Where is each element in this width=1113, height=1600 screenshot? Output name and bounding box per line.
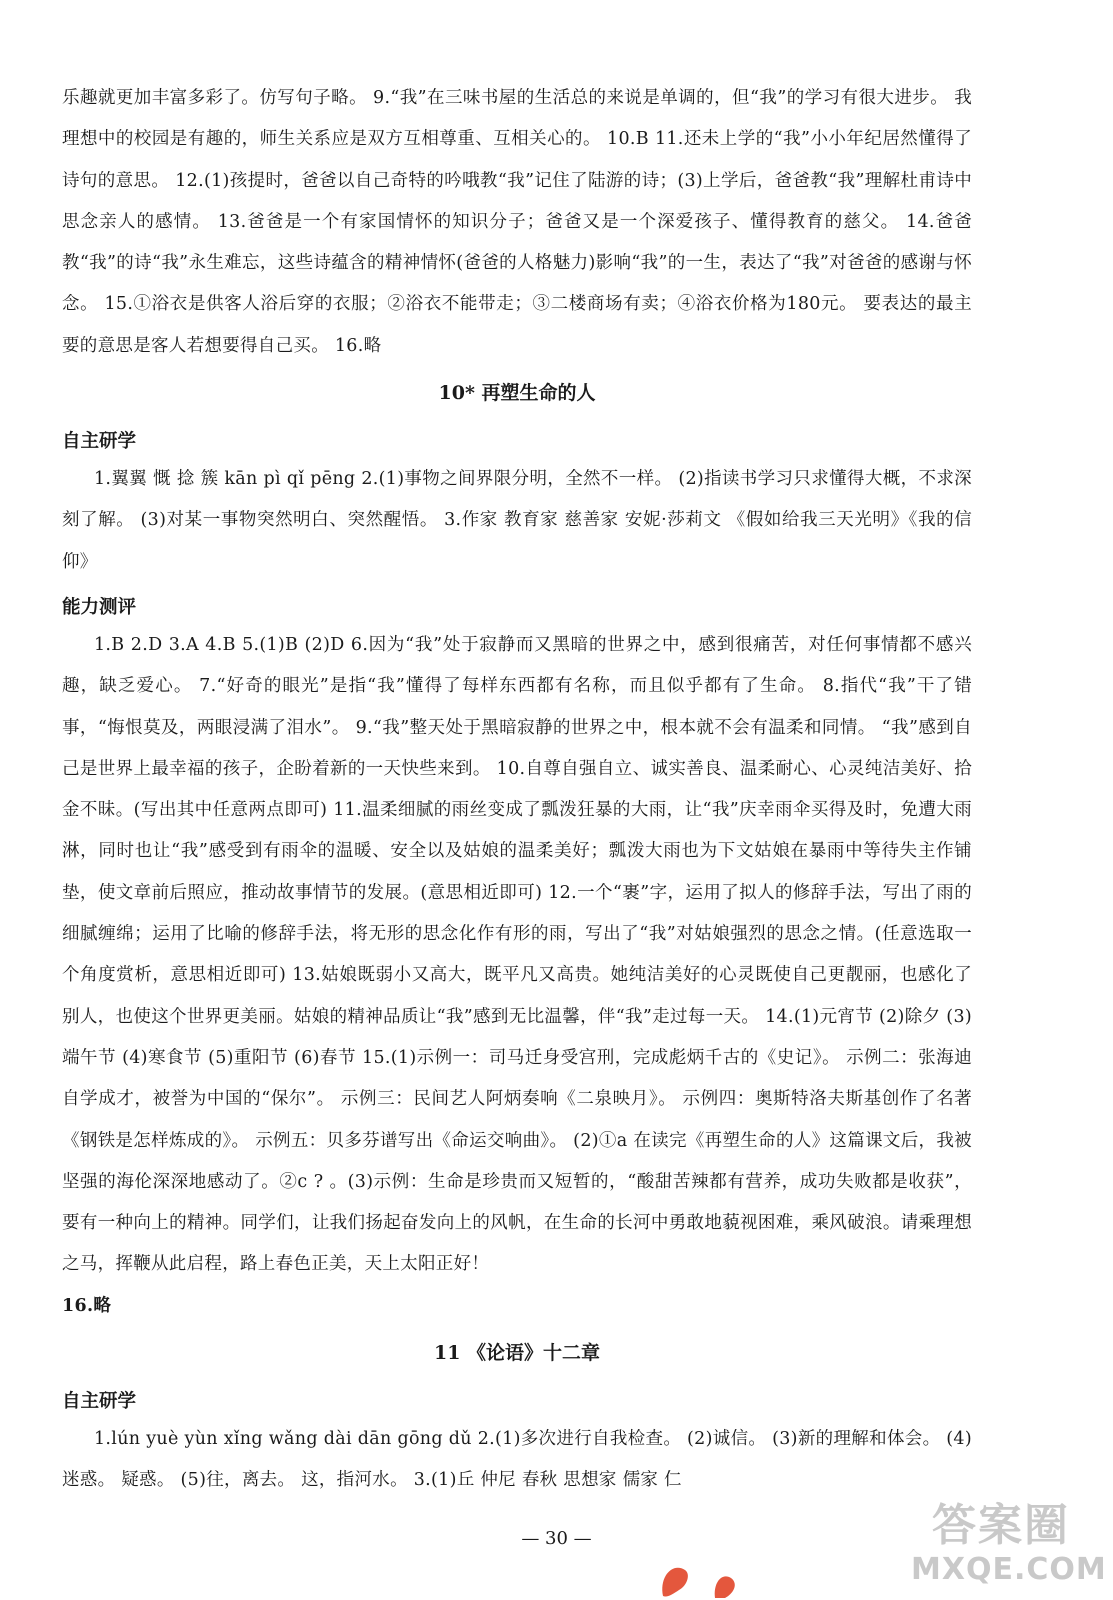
chapter-11-title: 11 《论语》十二章	[433, 1342, 601, 1365]
chapter-10-title: 10* 再塑生命的人	[438, 382, 596, 405]
self-study-answers: 1.翼翼 慨 捻 簇 kān pì qǐ pēng 2.(1)事物之间界限分明，全然不一样。 (2)指读书学习只求懂得大概，不求深刻了解。 (3)对某一事物突然明白、突然醒悟。 3.作家 教育家 慈善家 安妮·莎莉文 《假如给我三天光明》《我的信仰》	[62, 469, 972, 572]
answer-page	[62, 78, 972, 1502]
self-study-answers-ch11: 1.lún yuè yùn xǐng wǎng dài dān gōng dǔ 2.(1)多次进行自我检查。 (2)诚信。 (3)新的理解和体会。 (4)迷惑。 疑惑。 (5)往，离去。 这，指河水。 3.(1)丘 仲尼 春秋 思想家 儒家 仁	[62, 1429, 972, 1491]
ability-test-last-answer: 16.略	[62, 1295, 112, 1316]
section-title-self-study: 自主研学	[62, 431, 137, 453]
ability-test-answers: 1.B 2.D 3.A 4.B 5.(1)B (2)D 6.因为“我”处于寂静而又黑暗的世界之中，感到很痛苦，对任何事情都不感兴趣，缺乏爱心。 7.“好奇的眼光”是指“我”懂得了每样东西都有名称，而且似乎都有了生命。 8.指代“我”干了错事，“悔恨莫及，两眼浸满了泪水”。 9.“我”整天处于黑暗寂静的世界之中，根本就不会有温柔和同情。 “我”感到自己是世界上最幸福的孩子，企盼着新的一天快些来到。 10.自尊自强自立、诚实善良、温柔耐心、心灵纯洁美好、拾金不昧。(写出其中任意两点即可) 11.温柔细腻的雨丝变成了瓢泼狂暴的大雨，让“我”庆幸雨伞买得及时，免遭大雨淋，同时也让“我”感受到有雨伞的温暖、安全以及姑娘的温柔美好；瓢泼大雨也为下文姑娘在暴雨中等待失主作铺垫，使文章前后照应，推动故事情节的发展。(意思相近即可) 12.一个“裹”字，运用了拟人的修辞手法，写出了雨的细腻缠绵；运用了比喻的修辞手法，将无形的思念化作有形的雨，写出了“我”对姑娘强烈的思念之情。(任意选取一个角度赏析，意思相近即可) 13.姑娘既弱小又高大，既平凡又高贵。她纯洁美好的心灵既使自己更靓丽，也感化了别人，也使这个世界更美丽。姑娘的精神品质让“我”感到无比温馨，伴“我”走过每一天。 14.(1)元宵节 (2)除夕 (3)端午节 (4)寒食节 (5)重阳节 (6)春节 15.(1)示例一：司马迁身受宫刑，完成彪炳千古的《史记》。 示例二：张海迪自学成才，被誉为中国的“保尔”。 示例三：民间艺人阿炳奏响《二泉映月》。 示例四：奥斯特洛夫斯基创作了名著《钢铁是怎样炼成的》。 示例五：贝多芬谱写出《命运交响曲》。 (2)①a 在读完《再塑生命的人》这篇课文后，我被坚强的海伦深深地感动了。②c ? 。(3)示例：生命是珍贵而又短暂的，“酸甜苦辣都有营养，成功失败都是收获”，要有一种向上的精神。同学们，让我们扬起奋发向上的风帆，在生命的长河中勇敢地藐视困难，乘风破浪。请乘理想之马，挥鞭从此启程，路上春色正美，天上太阳正好！	[62, 634, 972, 1275]
section-title-self-study-ch11: 自主研学	[62, 1391, 137, 1413]
watermark-cn: 答案圈	[932, 1500, 1070, 1551]
page-number: — 30 —	[521, 1528, 592, 1549]
watermark-en: MXQE.COM	[911, 1552, 1107, 1587]
decorative-logo-icon	[655, 1556, 745, 1600]
section-title-ability-test: 能力测评	[62, 596, 137, 618]
answers-block-chapter9-end: 乐趣就更加丰富多彩了。仿写句子略。 9.“我”在三味书屋的生活总的来说是单调的，但“我”的学习有很大进步。 我理想中的校园是有趣的，师生关系应是双方互相尊重、互相关心的。 10.B 11.还未上学的“我”小小年纪居然懂得了诗句的意思。 12.(1)孩提时，爸爸以自己奇特的吟哦教“我”记住了陆游的诗；(3)上学后，爸爸教“我”理解杜甫诗中思念亲人的感情。 13.爸爸是一个有家国情怀的知识分子；爸爸又是一个深爱孩子、懂得教育的慈父。 14.爸爸教“我”的诗“我”永生难忘，这些诗蕴含的精神情怀(爸爸的人格魅力)影响“我”的一生，表达了“我”对爸爸的感谢与怀念。 15.①浴衣是供客人浴后穿的衣服；②浴衣不能带走；③二楼商场有卖；④浴衣价格为180元。 要表达的最主要的意思是客人若想要得自己买。 16.略	[62, 88, 972, 356]
watermark	[911, 1500, 1107, 1588]
